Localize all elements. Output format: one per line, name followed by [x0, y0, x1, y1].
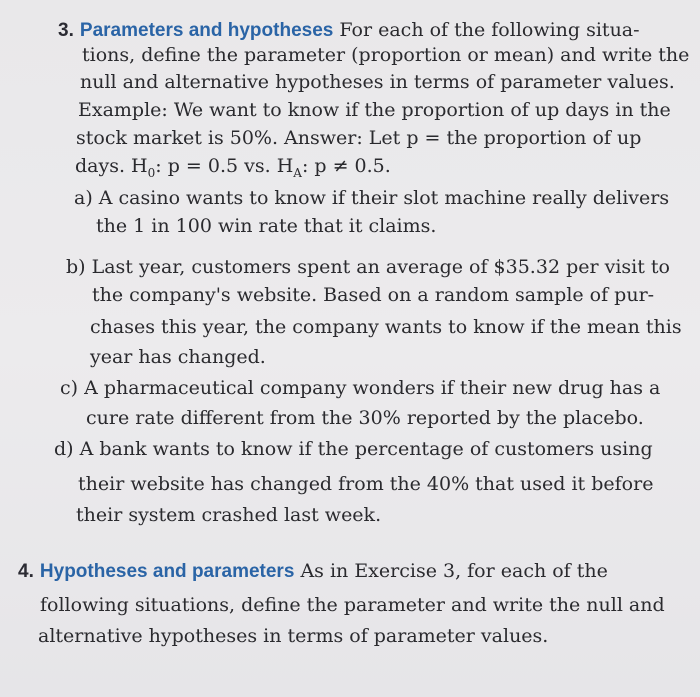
exercise-4-line: following situations, define the parameter and write the null and	[40, 594, 665, 616]
exercise-3-line: Example: We want to know if the proportion of up days in the	[78, 99, 671, 121]
exercise-3-first-line	[58, 18, 640, 43]
item-a: a) A casino wants to know if their slot machine really delivers	[74, 187, 670, 209]
item-c: c) A pharmaceutical company wonders if their new drug has a	[60, 377, 661, 399]
exercise-4-text: As in Exercise 3, for each of the	[300, 560, 608, 582]
exercise-4-first-line	[18, 559, 608, 584]
item-b-cont: chases this year, the company wants to know if the mean this	[90, 316, 682, 338]
item-b-cont: year has changed.	[90, 346, 266, 368]
hypothesis-example-line: days. $H_0$: p = 0.5 vs. $H_A$: p ≠ 0.5.	[75, 155, 391, 180]
exercise-4-number: 4.	[18, 561, 34, 582]
exercise-3-line: stock market is 50%. Answer: Let p = the proportion of up	[76, 127, 642, 149]
exercise-3-text: For each of the following situa-	[339, 19, 640, 41]
exercise-4-line: alternative hypotheses in terms of parameter values.	[38, 625, 549, 647]
item-b: b) Last year, customers spent an average of $35.32 per visit to	[66, 256, 670, 278]
exercise-3-line: null and alternative hypotheses in terms of parameter values.	[80, 71, 675, 93]
item-d-cont: their website has changed from the 40% that used it before	[78, 473, 654, 495]
item-a-cont: the 1 in 100 win rate that it claims.	[96, 215, 437, 237]
item-d: d) A bank wants to know if the percentage of customers using	[54, 438, 653, 460]
exercise-3-number: 3.	[58, 20, 74, 41]
exercise-3-line: tions, define the parameter (proportion or mean) and write the	[82, 44, 690, 66]
item-c-cont: cure rate different from the 30% reported by the placebo.	[86, 407, 644, 429]
item-b-cont: the company's website. Based on a random sample of pur-	[92, 284, 655, 306]
exercise-3-title: Parameters and hypotheses	[79, 20, 334, 41]
item-d-cont: their system crashed last week.	[76, 504, 382, 526]
exercise-4-title: Hypotheses and parameters	[39, 561, 295, 582]
